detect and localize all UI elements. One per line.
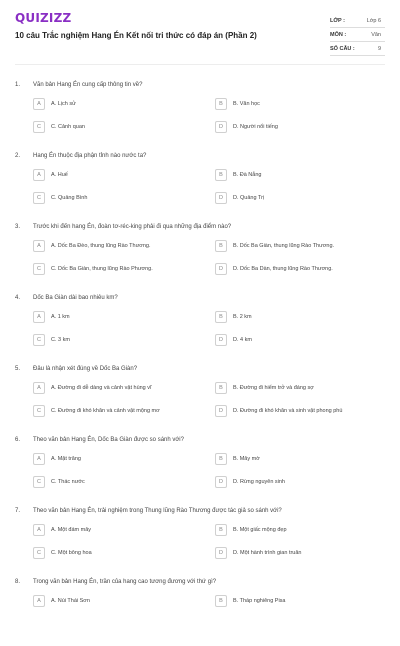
option-text: D. Quảng Trị — [233, 195, 265, 201]
question-1 — [0, 78, 400, 149]
question-3 — [0, 220, 400, 291]
option-a[interactable] — [33, 240, 183, 252]
option-text: B. Mây mờ — [233, 456, 260, 462]
question-number: 5. — [15, 366, 21, 372]
option-text: B. 2 km — [233, 314, 252, 320]
option-letter: A — [33, 382, 45, 394]
option-letter: D — [215, 263, 227, 275]
option-b[interactable] — [215, 453, 385, 465]
option-letter: D — [215, 547, 227, 559]
quizizz-logo: QUIZIZZ — [15, 11, 72, 25]
option-letter: B — [215, 169, 227, 181]
option-b[interactable] — [215, 311, 385, 323]
option-letter: C — [33, 263, 45, 275]
option-text: B. Tháp nghiêng Pisa — [233, 598, 286, 604]
question-number: 2. — [15, 153, 21, 159]
meta-table — [330, 14, 385, 56]
question-5 — [0, 362, 400, 433]
option-letter: D — [215, 405, 227, 417]
document-header — [0, 0, 400, 70]
option-c[interactable] — [33, 334, 183, 346]
option-letter: C — [33, 547, 45, 559]
option-a[interactable] — [33, 169, 183, 181]
option-text: D. 4 km — [233, 337, 252, 343]
question-7 — [0, 504, 400, 575]
option-d[interactable] — [215, 192, 385, 204]
option-text: C. Cảnh quan — [51, 124, 85, 130]
option-letter: B — [215, 311, 227, 323]
option-b[interactable] — [215, 382, 385, 394]
question-list — [0, 78, 400, 646]
question-number: 7. — [15, 508, 21, 514]
option-c[interactable] — [33, 192, 183, 204]
option-letter: D — [215, 334, 227, 346]
option-a[interactable] — [33, 524, 183, 536]
question-number: 1. — [15, 82, 21, 88]
option-letter: C — [33, 405, 45, 417]
option-d[interactable] — [215, 334, 385, 346]
option-letter: A — [33, 169, 45, 181]
option-letter: B — [215, 240, 227, 252]
option-a[interactable] — [33, 595, 183, 607]
meta-row-subject — [330, 28, 385, 42]
option-b[interactable] — [215, 169, 385, 181]
option-text: A. Lịch sử — [51, 101, 76, 107]
option-text: A. Huế — [51, 172, 68, 178]
option-letter: D — [215, 192, 227, 204]
option-letter: D — [215, 476, 227, 488]
option-letter: A — [33, 240, 45, 252]
option-text: B. Một giấc mộng đẹp — [233, 527, 287, 533]
option-a[interactable] — [33, 382, 183, 394]
option-b[interactable] — [215, 524, 385, 536]
option-a[interactable] — [33, 453, 183, 465]
question-4 — [0, 291, 400, 362]
document-title: 10 câu Trắc nghiệm Hang Én Kết nối tri thức có đáp án (Phần 2) — [15, 31, 257, 40]
option-text: D. Rừng nguyên sinh — [233, 479, 285, 485]
option-letter: B — [215, 595, 227, 607]
option-text: C. Đường đi khó khăn và cảnh vật mộng mơ — [51, 408, 160, 414]
question-8 — [0, 575, 400, 646]
option-letter: D — [215, 121, 227, 133]
question-text: Đâu là nhận xét đúng về Dốc Ba Giàn? — [33, 366, 138, 372]
question-text: Trước khi đến hang Én, đoàn tơ-réc-king phải đi qua những địa điểm nào? — [33, 224, 232, 230]
option-letter: C — [33, 334, 45, 346]
header-divider — [15, 64, 385, 65]
option-letter: B — [215, 453, 227, 465]
question-2 — [0, 149, 400, 220]
option-c[interactable] — [33, 121, 183, 133]
question-text: Dốc Ba Giàn dài bao nhiêu km? — [33, 295, 118, 301]
option-letter: B — [215, 98, 227, 110]
meta-value: Văn — [371, 31, 381, 38]
option-letter: A — [33, 98, 45, 110]
option-text: B. Văn học — [233, 101, 260, 107]
meta-row-grade — [330, 14, 385, 28]
option-letter: C — [33, 192, 45, 204]
option-text: A. Đường đi dễ dàng và cảnh vật hùng vĩ — [51, 385, 152, 391]
option-text: D. Người nổi tiếng — [233, 124, 278, 130]
option-text: A. Mặt trăng — [51, 456, 81, 462]
meta-key: MÔN : — [330, 31, 347, 38]
option-text: A. 1 km — [51, 314, 70, 320]
option-text: A. Dốc Ba Đèo, thung lũng Rào Thương. — [51, 243, 151, 249]
question-number: 6. — [15, 437, 21, 443]
option-a[interactable] — [33, 98, 183, 110]
option-text: B. Đường đi hiểm trở và đáng sợ — [233, 385, 314, 391]
option-c[interactable] — [33, 263, 183, 275]
option-text: C. Quảng Bình — [51, 195, 88, 201]
option-d[interactable] — [215, 547, 385, 559]
option-text: A. Một đám mây — [51, 527, 92, 533]
option-letter: A — [33, 311, 45, 323]
option-text: D. Dốc Ba Dàn, thung lũng Rào Thương. — [233, 266, 333, 272]
option-text: C. Thác nước — [51, 479, 85, 485]
question-number: 8. — [15, 579, 21, 585]
question-text: Theo văn bản Hang Én, trải nghiệm trong Thung lũng Rào Thương được tác giả so sánh với? — [33, 508, 282, 514]
question-text: Văn bản Hang Én cung cấp thông tin về? — [33, 82, 143, 88]
question-6 — [0, 433, 400, 504]
option-letter: A — [33, 595, 45, 607]
question-text: Theo văn bản Hang Én, Dốc Ba Giàn được so sánh với? — [33, 437, 184, 443]
option-text: C. Dốc Ba Giàn, thung lũng Rào Phương. — [51, 266, 153, 272]
option-text: D. Đường đi khó khăn và sinh vật phong phú — [233, 408, 343, 414]
option-c[interactable] — [33, 476, 183, 488]
question-number: 3. — [15, 224, 21, 230]
question-text: Trong văn bản Hang Én, trần của hang cao tương đương với thứ gì? — [33, 579, 217, 585]
meta-value: Lớp 6 — [366, 17, 381, 24]
option-text: C. 3 km — [51, 337, 70, 343]
option-d[interactable] — [215, 263, 385, 275]
option-text: B. Đà Nẵng — [233, 172, 262, 178]
meta-row-count — [330, 42, 385, 56]
option-text: B. Dốc Ba Giàn, thung lũng Rào Thương. — [233, 243, 335, 249]
option-text: D. Một hành trình gian truân — [233, 550, 302, 556]
meta-value: 9 — [377, 45, 381, 52]
option-b[interactable] — [215, 595, 385, 607]
option-d[interactable] — [215, 476, 385, 488]
meta-key: LỚP : — [330, 17, 345, 24]
option-c[interactable] — [33, 405, 183, 417]
option-text: A. Núi Thái Sơn — [51, 598, 90, 604]
meta-key: SỐ CÂU : — [330, 45, 355, 52]
option-a[interactable] — [33, 311, 183, 323]
option-b[interactable] — [215, 98, 385, 110]
option-letter: A — [33, 453, 45, 465]
option-letter: A — [33, 524, 45, 536]
option-d[interactable] — [215, 405, 385, 417]
option-text: C. Một bông hoa — [51, 550, 92, 556]
question-text: Hang Én thuộc địa phận tỉnh nào nước ta? — [33, 153, 147, 159]
option-b[interactable] — [215, 240, 385, 252]
option-letter: B — [215, 382, 227, 394]
option-letter: C — [33, 121, 45, 133]
option-letter: B — [215, 524, 227, 536]
question-number: 4. — [15, 295, 21, 301]
option-letter: C — [33, 476, 45, 488]
option-d[interactable] — [215, 121, 385, 133]
option-c[interactable] — [33, 547, 183, 559]
